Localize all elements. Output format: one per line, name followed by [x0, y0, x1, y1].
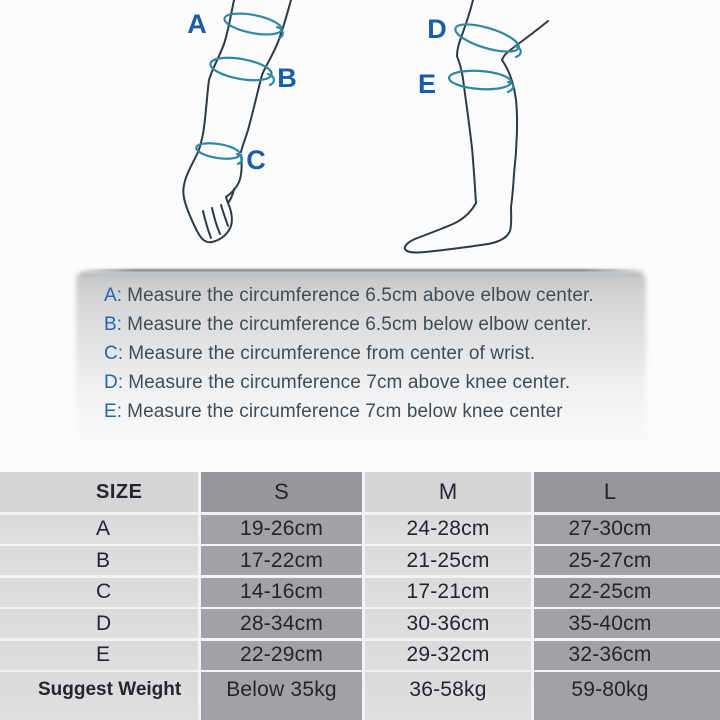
row-a-label: A: [0, 515, 198, 544]
row-weight-size-l: 59-80kg: [534, 672, 720, 720]
instruction-letter-c: C:: [104, 343, 124, 364]
row-d-size-m: 30-36cm: [365, 609, 531, 638]
leg-label-d: D: [427, 14, 447, 44]
measure-ring-b-loop: [268, 74, 274, 85]
row-weight-label: Suggest Weight: [0, 672, 198, 720]
row-b-label: B: [0, 546, 198, 575]
row-c-label: C: [0, 578, 198, 607]
instruction-text-b: Measure the circumference 6.5cm below elbow center.: [127, 314, 592, 335]
row-e-size-l: 32-36cm: [534, 641, 720, 670]
row-c-size-s: 14-16cm: [201, 578, 362, 607]
measure-ring-e: [448, 69, 511, 91]
row-b-size-m: 21-25cm: [365, 546, 531, 575]
measure-ring-d: [453, 19, 522, 57]
measurement-instructions: [104, 281, 664, 426]
table-header-size: SIZE: [0, 472, 198, 512]
instruction-line-c: [104, 339, 664, 368]
foot-outline: [405, 203, 511, 253]
row-e-label: E: [0, 641, 198, 670]
finger-line-2: [212, 208, 220, 234]
finger-line-3: [221, 205, 228, 226]
shin-line: [457, 56, 476, 203]
table-header-m: M: [365, 472, 531, 512]
table-header-l: L: [534, 472, 720, 512]
instruction-letter-a: A:: [104, 285, 123, 306]
row-d-label: D: [0, 609, 198, 638]
hand-outline: [183, 152, 241, 242]
row-weight-size-m: 36-58kg: [365, 672, 531, 720]
instruction-line-d: [104, 368, 664, 397]
instruction-letter-d: D:: [104, 372, 124, 393]
instruction-letter-b: B:: [104, 314, 123, 335]
instruction-text-e: Measure the circumference 7cm below knee center: [127, 401, 563, 422]
thigh-back-line: [502, 21, 548, 60]
instruction-line-a: [104, 281, 664, 310]
row-b-size-l: 25-27cm: [534, 546, 720, 575]
finger-line-1: [203, 211, 211, 238]
row-e-size-s: 22-29cm: [201, 641, 362, 670]
row-a-size-s: 19-26cm: [201, 515, 362, 544]
table-header-s: S: [201, 472, 362, 512]
arm-label-a: A: [187, 9, 207, 39]
instruction-line-e: [104, 397, 664, 426]
arm-label-b: B: [277, 63, 297, 93]
arm-label-c: C: [246, 145, 266, 175]
instruction-text-c: Measure the circumference from center of wrist.: [128, 343, 536, 364]
thigh-front-line: [457, 0, 473, 56]
arm-and-leg-diagram: [0, 0, 720, 270]
measure-ring-c-loop: [237, 154, 242, 164]
measure-ring-e-loop: [508, 82, 513, 92]
size-table: [0, 472, 720, 720]
row-a-size-l: 27-30cm: [534, 515, 720, 544]
measure-ring-c: [195, 141, 241, 162]
instruction-text-d: Measure the circumference 7cm above knee center.: [128, 372, 571, 393]
measure-ring-d-loop: [515, 46, 521, 57]
row-c-size-m: 17-21cm: [365, 578, 531, 607]
measure-ring-b: [209, 54, 274, 84]
instruction-letter-e: E:: [104, 401, 123, 422]
leg-label-e: E: [417, 69, 437, 99]
instruction-line-b: [104, 310, 664, 339]
row-weight-size-s: Below 35kg: [201, 672, 362, 720]
row-e-size-m: 29-32cm: [365, 641, 531, 670]
row-a-size-m: 24-28cm: [365, 515, 531, 544]
instruction-text-a: Measure the circumference 6.5cm above elbow center.: [127, 285, 594, 306]
row-c-size-l: 22-25cm: [534, 578, 720, 607]
measure-ring-a: [223, 10, 283, 39]
row-d-size-s: 28-34cm: [201, 609, 362, 638]
measurement-figures: [0, 0, 720, 270]
row-b-size-s: 17-22cm: [201, 546, 362, 575]
row-d-size-l: 35-40cm: [534, 609, 720, 638]
